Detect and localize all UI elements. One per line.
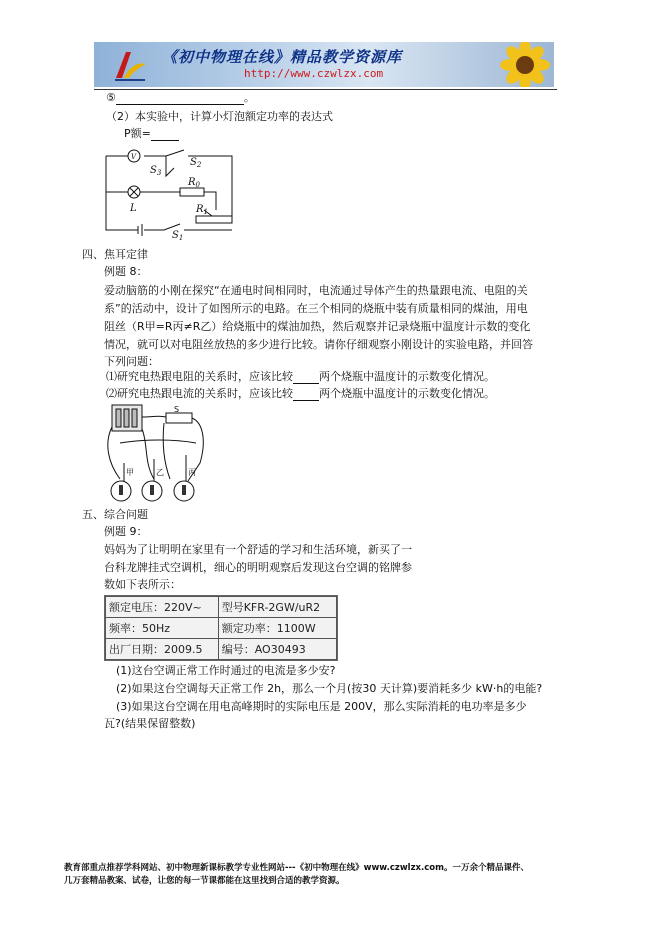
nameplate-cell: 型号KFR-2GW/uR2 bbox=[218, 597, 336, 618]
example-9-line-1: 妈妈为了让明明在家里有一个舒适的学习和生活环境，新买了一 bbox=[104, 543, 412, 556]
example-9-line-2: 台科龙牌挂式空调机，细心的明明观察后发现这台空调的铭牌参 bbox=[104, 561, 412, 574]
example-8-question-1: ⑴研究电热跟电阻的关系时，应该比较 两个烧瓶中温度计的示数变化情况。 bbox=[106, 370, 495, 383]
sunflower-icon bbox=[496, 42, 554, 87]
footer-line-1: 教育部重点推荐学科网站、初中物理新课标教学专业性网站---《初中物理在线》www.czwlzx.com。一万余个精品课件、 bbox=[64, 863, 529, 873]
item-5: ⑤ 。 bbox=[106, 91, 255, 104]
example-9-question-2: (2)如果这台空调每天正常工作 2h，那么一个月(按30 天计算)要消耗多少 kW·h的电能? bbox=[116, 682, 543, 695]
circuit1-label-S1: $S_1$ bbox=[172, 230, 184, 242]
example-9-question-1: (1)这台空调正常工作时通过的电流是多少安? bbox=[116, 664, 336, 677]
question-2-text: （2）本实验中，计算小灯泡额定功率的表达式 bbox=[106, 110, 333, 123]
example-8-question-2: ⑵研究电热跟电流的关系时，应该比较 两个烧瓶中温度计的示数变化情况。 bbox=[106, 387, 495, 400]
example-8-line-4: 情况，就可以对电阻丝放热的多少进行比较。请你仔细观察小刚设计的实验电路，并回答 bbox=[104, 338, 533, 351]
flask-label-yi: 乙 bbox=[156, 468, 164, 477]
example-9-question-3-cont: 瓦?(结果保留整数) bbox=[104, 717, 196, 730]
banner-title: 《初中物理在线》精品教学资源库 bbox=[162, 48, 403, 66]
nameplate-cell: 编号：AO30493 bbox=[218, 639, 336, 660]
example-8-line-5: 下列问题： bbox=[104, 355, 159, 368]
power-expression: P额= bbox=[124, 127, 179, 141]
example-8-label: 例题 8： bbox=[104, 265, 148, 278]
joule-apparatus-diagram bbox=[104, 403, 214, 503]
example-9-label: 例题 9： bbox=[104, 525, 148, 538]
nameplate-table bbox=[104, 595, 338, 661]
nameplate-cell: 出厂日期：2009.5 bbox=[106, 639, 219, 660]
header-rule bbox=[94, 89, 557, 90]
circuit1-label-R0: $R_0$ bbox=[188, 177, 200, 189]
page-footer bbox=[64, 862, 604, 888]
example-9-line-3: 数如下表所示： bbox=[104, 578, 181, 591]
flask-label-jia: 甲 bbox=[126, 468, 134, 477]
footer-line-2: 几万套精品教案、试卷，让您的每一节课都能在这里找到合适的教学资源。 bbox=[64, 876, 345, 886]
banner-url[interactable]: http://www.czwlzx.com bbox=[244, 67, 384, 80]
circuit1-label-L: L bbox=[130, 203, 137, 214]
example-8-line-1: 爱动脑筋的小刚在探究“在通电时间相同时，电流通过导体产生的热量跟电流、电阻的关 bbox=[104, 284, 528, 297]
section-5-heading: 五、综合问题 bbox=[82, 508, 148, 521]
circuit1-label-S2: $S_2$ bbox=[190, 157, 202, 169]
nameplate-cell: 额定功率：1100W bbox=[218, 618, 336, 639]
nameplate-cell: 频率：50Hz bbox=[106, 618, 219, 639]
example-8-line-2: 系”的活动中，设计了如图所示的电路。在三个相同的烧瓶中装有质量相同的煤油，用电 bbox=[104, 302, 528, 315]
nameplate-cell: 额定电压：220V~ bbox=[106, 597, 219, 618]
example-9-question-3: (3)如果这台空调在用电高峰期时的实际电压是 200V，那么实际消耗的电功率是多少 bbox=[116, 700, 527, 713]
switch-label-s: S bbox=[174, 405, 180, 414]
flask-label-bing: 丙 bbox=[188, 468, 196, 477]
circuit1-label-V: V bbox=[131, 153, 137, 161]
section-4-heading: 四、焦耳定律 bbox=[82, 248, 148, 261]
circuit1-label-R1: $R_1$ bbox=[196, 204, 208, 216]
header-banner bbox=[94, 42, 554, 87]
site-logo-icon bbox=[112, 48, 148, 82]
example-8-line-3: 阻丝（R甲=R丙≠R乙）给烧瓶中的煤油加热，然后观察并记录烧瓶中温度计示数的变化 bbox=[104, 320, 531, 333]
circuit-diagram-1 bbox=[104, 146, 234, 242]
circuit1-label-S3: $S_3$ bbox=[150, 165, 162, 177]
